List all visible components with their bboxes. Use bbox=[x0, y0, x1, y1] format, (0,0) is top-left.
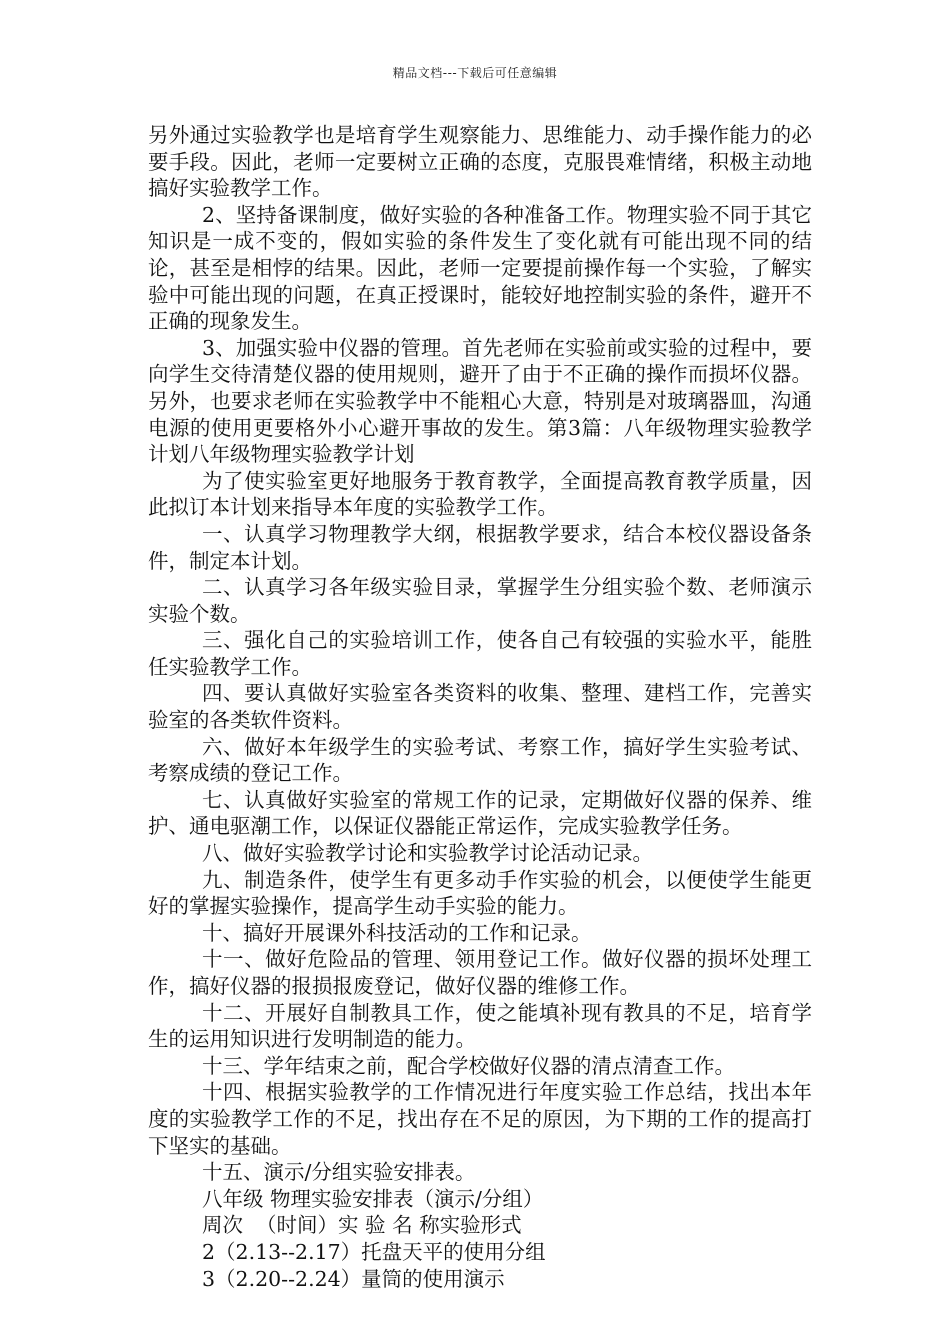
paragraph: 3、加强实验中仪器的管理。首先老师在实验前或实验的过程中，要向学生交待清楚仪器的使用规则，避开了由于不正确的操作而损坏仪器。另外，也要求老师在实验教学中不能粗心大意，特别是对玻璃器皿，沟通电源的使用更要格外小心避开事故的发生。第3篇：八年级物理实验教学计划八年级物理实验教学计划 bbox=[148, 335, 812, 467]
paragraph: 三、强化自己的实验培训工作，使各自己有较强的实验水平，能胜任实验教学工作。 bbox=[148, 628, 812, 679]
paragraph: 另外通过实验教学也是培育学生观察能力、思维能力、动手操作能力的必要手段。因此，老师一定要树立正确的态度，克服畏难情绪，积极主动地搞好实验教学工作。 bbox=[148, 123, 812, 201]
schedule-row: 2（2.13--2.17）托盘天平的使用分组 bbox=[202, 1239, 546, 1264]
paragraph: 八、做好实验教学讨论和实验教学讨论活动记录。 bbox=[202, 841, 653, 866]
paragraph: 十、搞好开展课外科技活动的工作和记录。 bbox=[202, 920, 592, 945]
schedule-header: 周次 （时间）实 验 名 称实验形式 bbox=[202, 1213, 522, 1238]
paragraph: 四、要认真做好实验室各类资料的收集、整理、建档工作，完善实验室的各类软件资料。 bbox=[148, 681, 812, 733]
paragraph: 二、认真学习各年级实验目录，掌握学生分组实验个数、老师演示实验个数。 bbox=[148, 575, 812, 626]
paragraph: 九、制造条件，使学生有更多动手作实验的机会，以便使学生能更好的掌握实验操作，提高学生动手实验的能力。 bbox=[148, 867, 812, 919]
schedule-title: 八年级 物理实验安排表（演示/分组） bbox=[202, 1186, 544, 1211]
paragraph: 六、做好本年级学生的实验考试、考察工作，搞好学生实验考试、考察成绩的登记工作。 bbox=[148, 734, 812, 786]
paragraph: 七、认真做好实验室的常规工作的记录，定期做好仪器的保养、维护、通电驱潮工作，以保证仪器能正常运作，完成实验教学任务。 bbox=[148, 787, 812, 839]
paragraph: 十四、根据实验教学的工作情况进行年度实验工作总结，找出本年度的实验教学工作的不足，找出存在不足的原因，为下期的工作的提高打下坚实的基础。 bbox=[148, 1080, 812, 1158]
schedule-row: 3（2.20--2.24）量筒的使用演示 bbox=[202, 1266, 505, 1291]
paragraph: 2、坚持备课制度，做好实验的各种准备工作。物理实验不同于其它知识是一成不变的，假如实验的条件发生了变化就有可能出现不同的结论，甚至是相悖的结果。因此，老师一定要提前操作每一个实验，了解实验中可能出现的问题，在真正授课时，能较好地控制实验的条件，避开不正确的现象发生。 bbox=[148, 202, 812, 334]
paragraph: 一、认真学习物理教学大纲，根据教学要求，结合本校仪器设备条件，制定本计划。 bbox=[148, 521, 812, 573]
paragraph: 十一、做好危险品的管理、领用登记工作。做好仪器的损坏处理工作，搞好仪器的报损报废登记，做好仪器的维修工作。 bbox=[148, 947, 812, 998]
page-header: 精品文档---下载后可任意编辑 bbox=[392, 66, 558, 80]
paragraph: 十三、学年结束之前，配合学校做好仪器的清点清查工作。 bbox=[202, 1053, 735, 1078]
paragraph: 十五、演示/分组实验安排表。 bbox=[202, 1160, 476, 1185]
paragraph: 十二、开展好自制教具工作，使之能填补现有教具的不足，培育学生的运用知识进行发明制造的能力。 bbox=[148, 1000, 812, 1052]
document-body bbox=[148, 122, 812, 1292]
paragraph: 为了使实验室更好地服务于教育教学，全面提高教育教学质量，因此拟订本计划来指导本年度的实验教学工作。 bbox=[148, 468, 812, 520]
